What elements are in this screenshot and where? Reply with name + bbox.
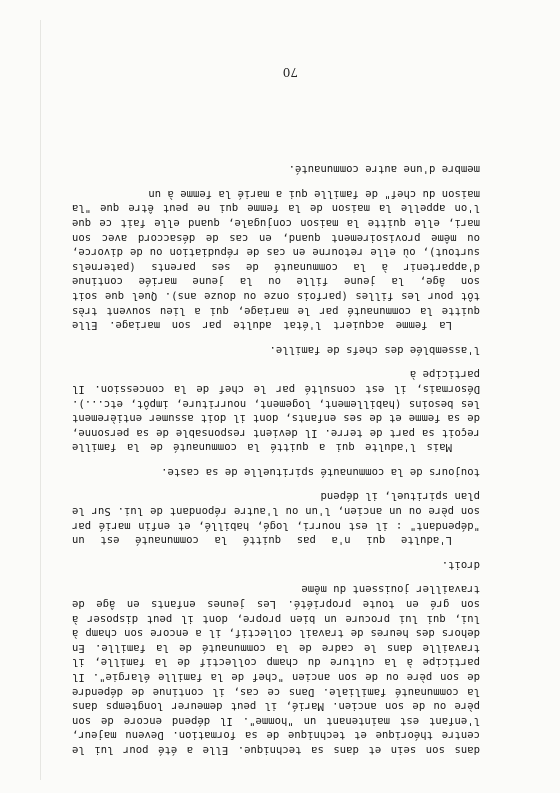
paragraph-3: L'adulte qui n'a pas quitté la communauté est un "dépendant" : il est nourri, logé, habillé, et enfin marié par son père ou un ancien, l'un ou l'autre répondant de lui. Sur le plan spirituel, il dépend [72, 490, 480, 547]
paragraph-2: droit. [441, 558, 480, 571]
paragraph-8: membre d'une autre communauté. [288, 163, 480, 176]
paragraph-6: l'assemblée des chefs de famille. [269, 343, 480, 356]
paragraph-7: La femme acquiert l'état adulte par son mariage. Elle quitte la communauté par le mariage, qui a lieu souvent très tôt pour les filles (parfois onze ou douze ans). Quel que soit son âge, la jeune fille ou la jeune mariée continue d'appartenir à la communauté de ses parents (paternels surtout), où elle retourne en cas de répudiation ou de divorce, ou même provisoirement quand, en cas de désaccord avec son mari, elle quitte la maison conjugale, quand elle fait ce que l'on appelle la maison de la femme qui ne peut être que "la maison du chef" de famille qui a marié la femme à un [72, 187, 480, 332]
paragraph-1: dans son sein et dans sa technique. Elle a été pour lui le centre théorique et technique de sa formation. Devenu majeur, l'enfant est maintenant un "homme". Il dépend encore de son père ou de son ancien. Marié, il peut demeurer longtemps dans la communauté familiale. Dans ce cas, il continue de dépendre de son père ou de son ancien "chef de la famille élargie". Il participe à la culture du champ collectif de la famille, il travaille dans le cadre de la communauté de la famille. En dehors des heures de travail collectif, il a encore son champ à lui, qui lui procure un bien propre, dont il peut disposer à son gré en toute propriété. Les jeunes enfants en âge de travailler jouissent du même [72, 583, 480, 756]
paragraph-4: toujours de la communauté spirituelle de sa caste. [161, 465, 480, 478]
paragraph-5: Mais l'adulte qui a quitté la communauté de la famille reçoit sa part de terre. Il devient responsable de sa personne, de sa femme et de ses enfants, dont il doit assumer entièrement les besoins (habillement, logement, nourriture, impôt, etc...). Désormais, il est consulté par le chef de la concession. Il participe à [72, 368, 480, 454]
page-number: 70 [282, 65, 298, 79]
body-text [72, 152, 480, 757]
